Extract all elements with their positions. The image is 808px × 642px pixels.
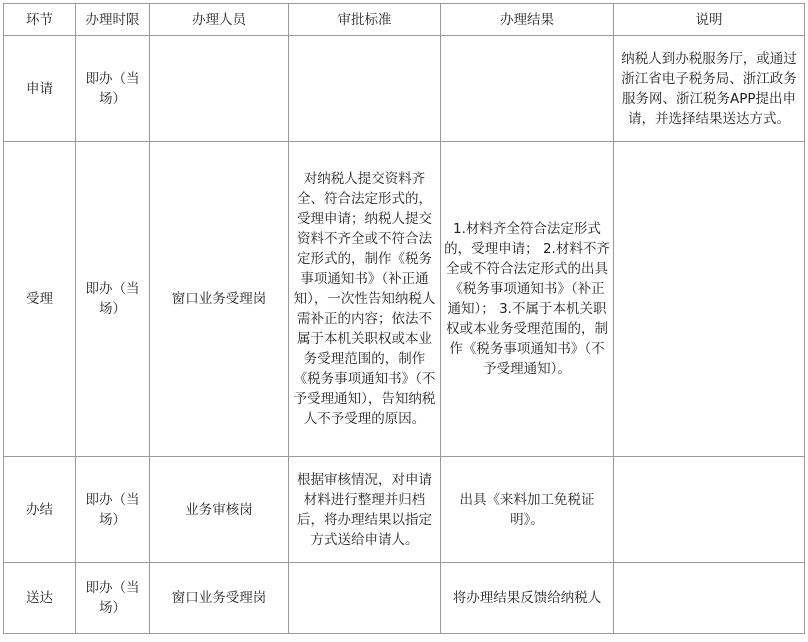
- cell-standard: [289, 563, 441, 634]
- table-row-apply: [4, 36, 805, 142]
- cell-time-limit: 即办（当场）: [76, 563, 150, 634]
- cell-standard: 对纳税人提交资料齐全、符合法定形式的，受理申请；纳税人提交资料不齐全或不符合法定形式的，制作《税务事项通知书》（补正通知），一次性告知纳税人需补正的内容；依法不属于本机关职权或本业务受理范围的，制作《税务事项通知书》（不予受理通知），告知纳税人不予受理的原因。: [289, 142, 441, 457]
- header-result: 办理结果: [441, 4, 614, 36]
- cell-standard: [289, 36, 441, 142]
- cell-stage: 受理: [4, 142, 76, 457]
- cell-time-limit: 即办（当场）: [76, 457, 150, 563]
- cell-stage: 申请: [4, 36, 76, 142]
- cell-note: 纳税人到办税服务厅，或通过浙江省电子税务局、浙江政务服务网、浙江税务APP提出申请，并选择结果送达方式。: [614, 36, 805, 142]
- cell-note: [614, 563, 805, 634]
- cell-standard: 根据审核情况，对申请材料进行整理并归档后，将办理结果以指定方式送给申请人。: [289, 457, 441, 563]
- header-note: 说明: [614, 4, 805, 36]
- header-standard: 审批标准: [289, 4, 441, 36]
- cell-note: [614, 457, 805, 563]
- cell-result: 1.材料齐全符合法定形式的，受理申请； 2.材料不齐全或不符合法定形式的出具《税务事项通知书》（补正通知）； 3.不属于本机关职权或本业务受理范围的，制作《税务事项通知书》（不予受理通知）。: [441, 142, 614, 457]
- cell-stage: 送达: [4, 563, 76, 634]
- cell-result: [441, 36, 614, 142]
- cell-handler: 窗口业务受理岗: [150, 142, 289, 457]
- cell-handler: 业务审核岗: [150, 457, 289, 563]
- cell-stage: 办结: [4, 457, 76, 563]
- process-table: [3, 3, 805, 634]
- cell-time-limit: 即办（当场）: [76, 142, 150, 457]
- cell-time-limit: 即办（当场）: [76, 36, 150, 142]
- cell-handler: 窗口业务受理岗: [150, 563, 289, 634]
- header-time-limit: 办理时限: [76, 4, 150, 36]
- cell-note: [614, 142, 805, 457]
- table-row-finish: [4, 457, 805, 563]
- header-stage: 环节: [4, 4, 76, 36]
- cell-result: 将办理结果反馈给纳税人: [441, 563, 614, 634]
- cell-handler: [150, 36, 289, 142]
- table-row-accept: [4, 142, 805, 457]
- table-row-deliver: [4, 563, 805, 634]
- header-handler: 办理人员: [150, 4, 289, 36]
- header-row: [4, 4, 805, 36]
- cell-result: 出具《来料加工免税证明》。: [441, 457, 614, 563]
